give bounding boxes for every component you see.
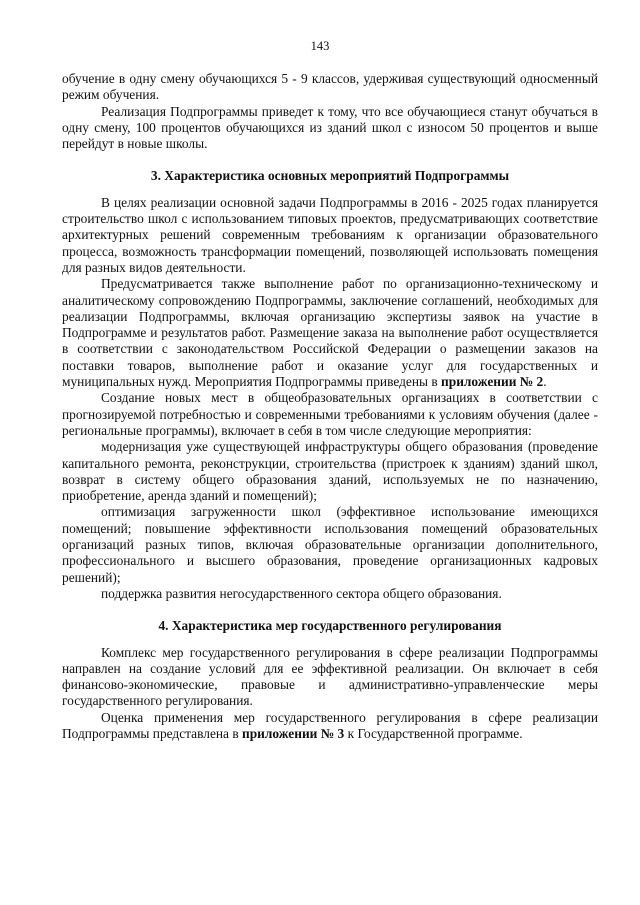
section-3-paragraph-5: оптимизация загруженности школ (эффективное использование имеющихся помещений; повышение эффективности использования помещений образовательных организаций разных типов, включая образовательные организации дополнительного, профессионального и высшего образования, проведение организационных кадровых решений);: [62, 504, 598, 585]
section-4-paragraph-1: Комплекс мер государственного регулирования в сфере реализации Подпрограммы направлен на создание условий для ее эффективной реализации. Он включает в себя финансово-экономические, правовые и административно-управленческие меры государственного регулирования.: [62, 644, 598, 709]
section-4-paragraph-2-end: к Государственной программе.: [344, 725, 523, 741]
section-3-paragraph-2-text: Предусматривается также выполнение работ по организационно-техническому и аналитическому сопровождению Подпрограммы, заключение соглашений, необходимых для реализации Подпрограммы, включая организацию экспертизы заявок на участие в Подпрограмме и результатов работ. Размещение заказа на выполнение работ осуществляется в соответствии с законодательством Российской Федерации о размещении заказов на поставки товаров, выполнение работ и оказание услуг для государственных и муниципальных нужд. Мероприятия Подпрограммы приведены в: [62, 276, 598, 390]
section-3-paragraph-2-end: .: [543, 374, 547, 390]
page-content: [62, 71, 598, 742]
section-3-paragraph-4: модернизация уже существующей инфраструктуры общего образования (проведение капитального ремонта, реконструкции, строительства (пристроек к зданиям) зданий школ, возврат в систему общего образования зданий, используемых не по назначению, приобретение, аренда зданий и помещений);: [62, 439, 598, 504]
section-3-paragraph-6: поддержка развития негосударственного сектора общего образования.: [101, 585, 502, 601]
section-3-heading: 3. Характеристика основных мероприятий Подпрограммы: [150, 168, 510, 184]
appendix-3-reference: приложении № 3: [242, 725, 345, 741]
section-3-paragraph-3: Создание новых мест в общеобразовательных организациях в соответствии с прогнозируемой потребностью и современными требованиями к условиям обучения (далее - региональные программы), включает в себя в том числе следующие мероприятия:: [62, 390, 598, 438]
intro-paragraph-1: обучение в одну смену обучающихся 5 - 9 классов, удерживая существующий односменный режим обучения.: [62, 71, 598, 103]
appendix-2-reference: приложении № 2: [441, 374, 544, 390]
section-4-heading: 4. Характеристика мер государственного регулирования: [158, 618, 502, 634]
section-3-paragraph-1: В целях реализации основной задачи Подпрограммы в 2016 - 2025 годах планируется строительство школ с использованием типовых проектов, предусматривающих соответствие архитектурных решений современным требованиям к организации образовательного процесса, возможность трансформации помещений, позволяющей использовать помещения для разных видов деятельности.: [62, 194, 598, 275]
section-3-paragraph-2: [62, 276, 598, 390]
section-4-paragraph-2: [62, 710, 598, 743]
intro-paragraph-2: Реализация Подпрограммы приведет к тому, что все обучающиеся станут обучаться в одну смену, 100 процентов обучающихся из зданий школ с износом 50 процентов и выше перейдут в новые школы.: [62, 103, 598, 152]
page-number: 143: [310, 39, 330, 53]
section-4-paragraph-2-text: Оценка применения мер государственного регулирования в сфере реализации Подпрограммы представлена в: [62, 709, 598, 741]
